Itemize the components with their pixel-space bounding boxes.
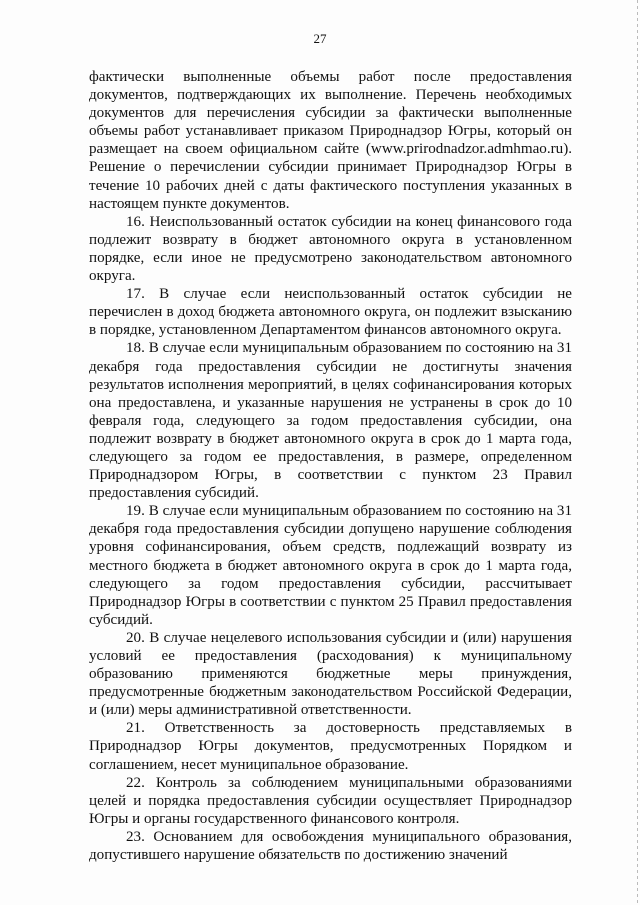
paragraph-19: 19. В случае если муниципальным образованием по состоянию на 31 декабря года предоставления субсидии допущено нарушение соблюдения уровня софинансирования, объем средств, подлежащий возврату из местного бюджета в бюджет автономного округа в срок до 1 марта года, следующего за годом предоставления субсидии, рассчитывает Природнадзор Югры в соответствии с пунктом 25 Правил предоставления субсидий.	[89, 503, 572, 628]
paragraph-15-continuation: фактически выполненные объемы работ после предоставления документов, подтверждающих их выполнение. Перечень необходимых документов для перечисления субсидии за фактически выполненные объемы работ устанавливает приказом Природнадзор Югры, который он размещает на своем официальном сайте (www.prirodnadzor.admhmao.ru). Решение о перечислении субсидии принимает Природнадзор Югры в течение 10 рабочих дней с даты фактического поступления указанных в настоящем пункте документов.	[89, 69, 572, 212]
paragraph-17: 17. В случае если неиспользованный остаток субсидии не перечислен в доход бюджета автономного округа, он подлежит взысканию в порядке, установленном Департаментом финансов автономного округа.	[89, 286, 572, 339]
scan-edge-line	[637, 0, 638, 905]
page-number: 27	[313, 31, 327, 46]
paragraph-18: 18. В случае если муниципальным образованием по состоянию на 31 декабря года предоставления субсидии не достигнуты значения результатов исполнения мероприятий, в целях софинансирования которых она предоставлена, и указанные нарушения не устранены в срок до 10 февраля года, следующего за годом предоставления субсидии, она подлежит возврату в бюджет автономного округа в срок до 1 марта года, следующего за годом ее предоставления, в размере, определенном Природнадзором Югры, в соответствии с пунктом 23 Правил предоставления субсидий.	[89, 340, 572, 502]
paragraph-21: 21. Ответственность за достоверность представляемых в Природнадзор Югры документов, предусмотренных Порядком и соглашением, несет муниципальное образование.	[89, 720, 572, 773]
paragraph-22: 22. Контроль за соблюдением муниципальными образованиями целей и порядка предоставления субсидии осуществляет Природнадзор Югры и органы государственного финансового контроля.	[89, 774, 572, 827]
document-body	[89, 68, 572, 864]
paragraph-20: 20. В случае нецелевого использования субсидии и (или) нарушения условий ее предоставления (расходования) к муниципальному образованию применяются бюджетные меры принуждения, предусмотренные бюджетным законодательством Российской Федерации, и (или) меры административной ответственности.	[89, 629, 572, 719]
paragraph-16: 16. Неиспользованный остаток субсидии на конец финансового года подлежит возврату в бюджет автономного округа в установленном порядке, если иное не предусмотрено законодательством автономного округа.	[89, 213, 572, 285]
paragraph-23: 23. Основанием для освобождения муниципального образования, допустившего нарушение обязательств по достижению значений	[89, 828, 572, 864]
